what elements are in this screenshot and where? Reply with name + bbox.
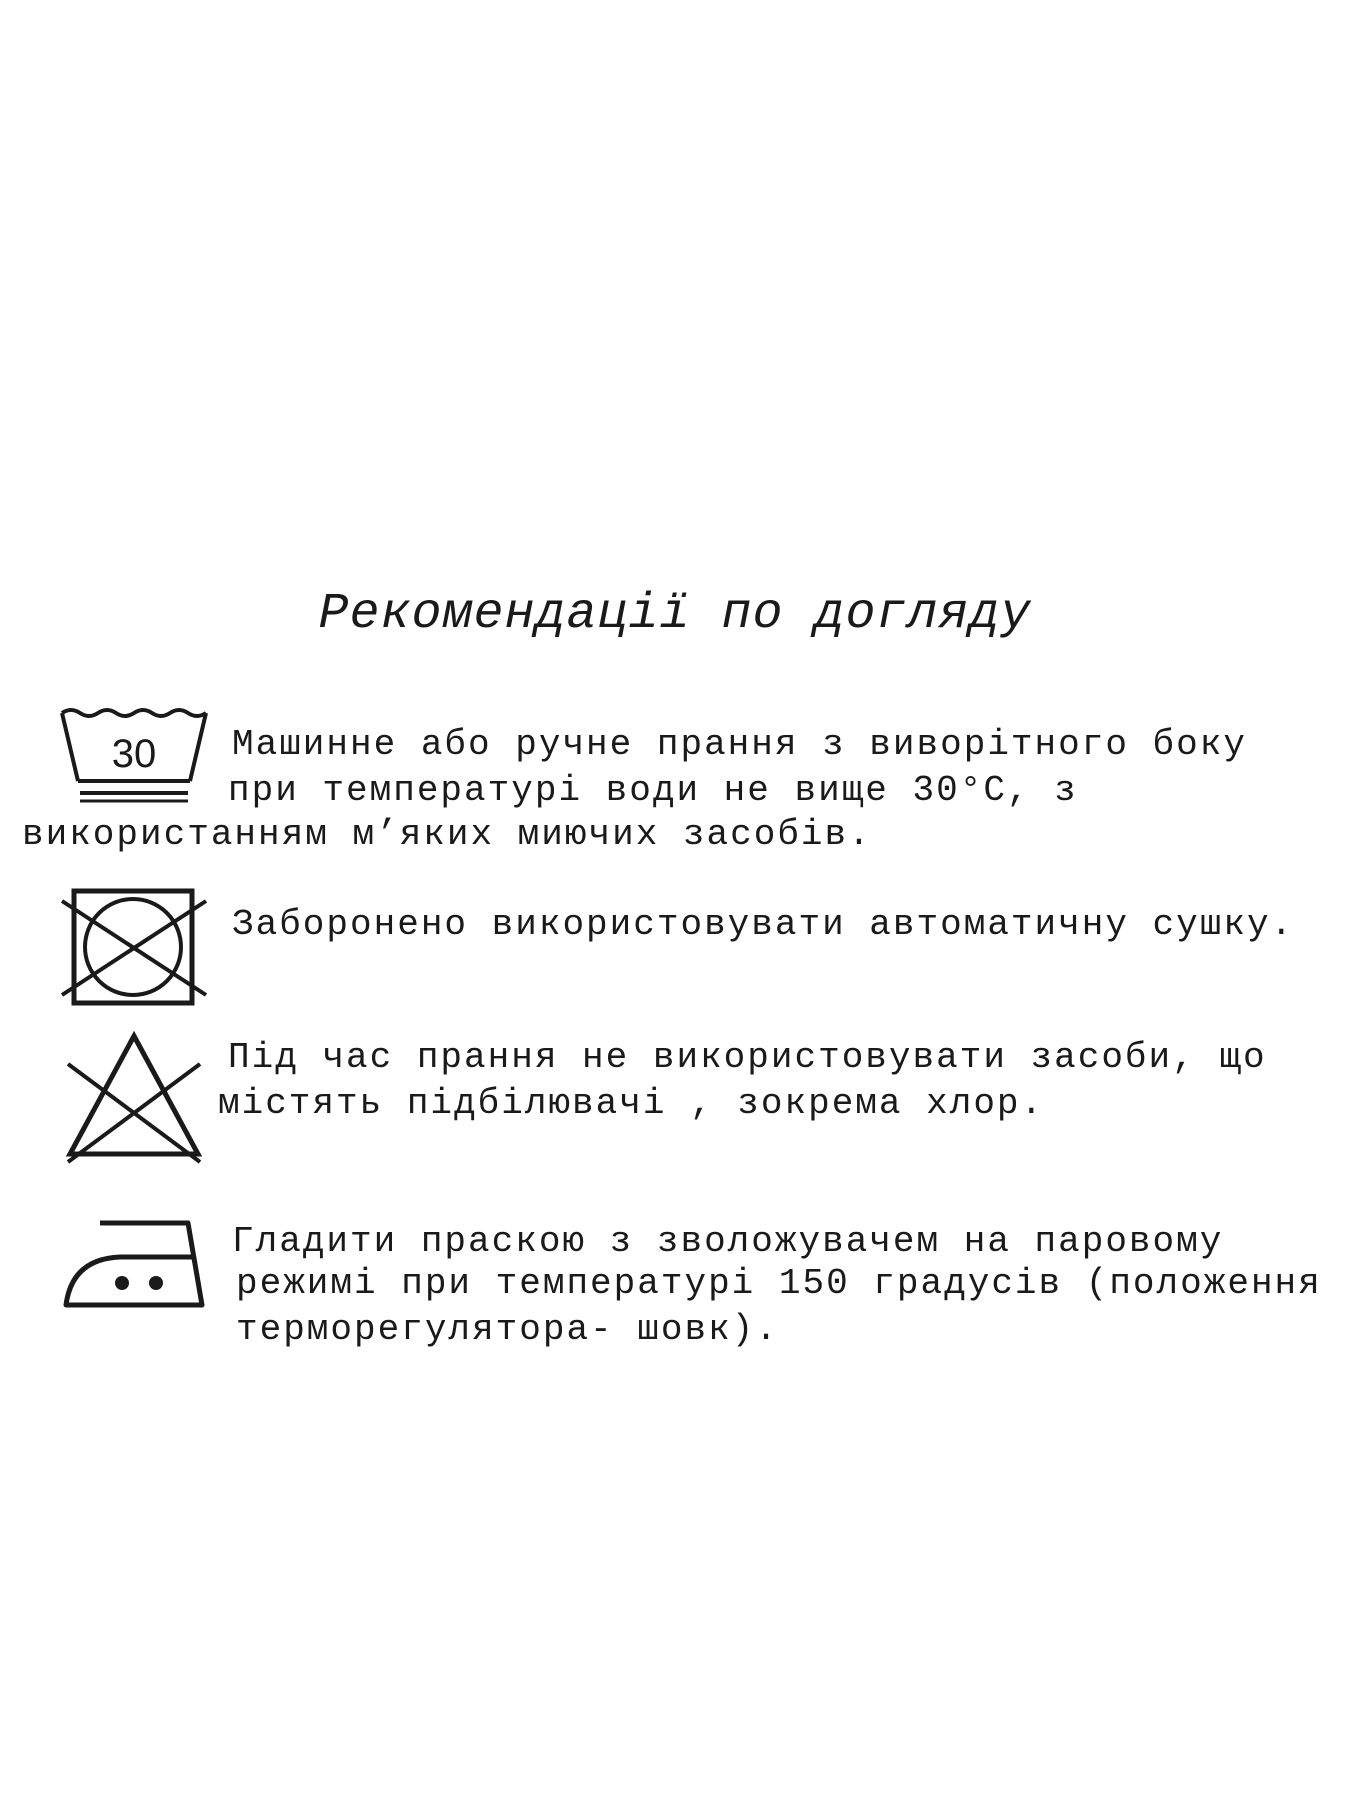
care-text-line: Під час прання не використовувати засоби, що [228, 1037, 1267, 1078]
care-text-line: Заборонено використовувати автоматичну сушку. [232, 904, 1295, 945]
iron-two-dots-icon [60, 1215, 210, 1315]
care-text-line: містять підбілювачі , зокрема хлор. [218, 1083, 1045, 1124]
care-text-line: при температурі води не вище 30°С, з [228, 770, 1078, 811]
page-title: Рекомендації по догляду [318, 586, 1032, 643]
no-bleach-icon [60, 1030, 210, 1170]
care-text-line: режимі при температурі 150 градусів (положення [236, 1263, 1322, 1304]
care-text-line: терморегулятора- шовк). [236, 1309, 779, 1350]
care-text-line: Гладити праскою з зволожувачем на паровому [232, 1221, 1224, 1262]
wash-30-icon [60, 705, 210, 805]
care-text-line: Машинне або ручне прання з виворітного боку [232, 724, 1247, 765]
wash-temp-label: 30 [111, 732, 157, 776]
care-text-line: використанням м’яких миючих засобів. [22, 814, 872, 855]
no-tumble-dry-icon [60, 885, 210, 1010]
